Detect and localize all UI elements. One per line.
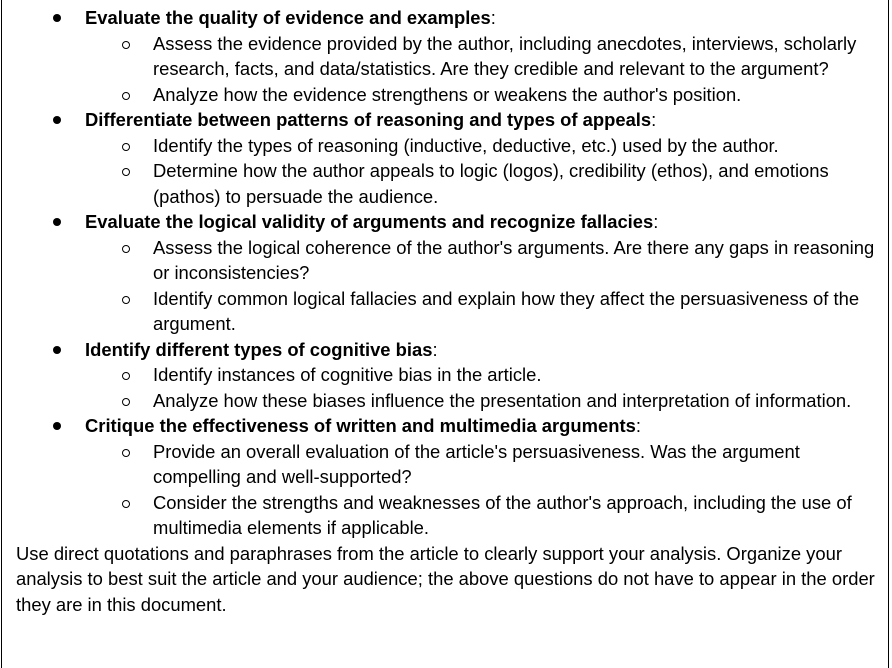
sub-list	[85, 362, 886, 413]
sub-item-text: Consider the strengths and weaknesses of the author's approach, including the use of multimedia elements if applicable.	[153, 491, 852, 538]
circle-bullet-icon	[122, 449, 130, 457]
criteria-item-evidence	[16, 5, 886, 107]
criteria-heading: Evaluate the quality of evidence and examples:	[85, 7, 496, 28]
sub-item-text: Provide an overall evaluation of the article's persuasiveness. Was the argument compelling and well-supported?	[153, 440, 800, 487]
circle-bullet-icon	[122, 398, 130, 406]
bullet-icon	[53, 14, 61, 22]
criteria-heading: Critique the effectiveness of written and multimedia arguments:	[85, 415, 641, 436]
sub-item	[85, 158, 886, 209]
sub-item-text: Assess the logical coherence of the author's arguments. Are there any gaps in reasoning or inconsistencies?	[153, 236, 875, 283]
circle-bullet-icon	[122, 372, 130, 380]
sub-item	[85, 439, 886, 490]
criteria-heading: Identify different types of cognitive bias:	[85, 338, 438, 360]
criteria-heading: Differentiate between patterns of reasoning and types of appeals:	[85, 109, 657, 130]
sub-list	[85, 133, 886, 210]
circle-bullet-icon	[122, 41, 130, 49]
sub-item-text: Analyze how the evidence strengthens or weakens the author's position.	[153, 83, 742, 105]
sub-list	[85, 31, 886, 108]
document-frame	[1, 0, 889, 668]
criteria-item-bias	[16, 337, 886, 414]
sub-list	[85, 439, 886, 541]
sub-item	[85, 490, 886, 541]
sub-item	[85, 388, 886, 414]
sub-item-text: Identify common logical fallacies and explain how they affect the persuasiveness of the argument.	[153, 287, 860, 334]
sub-list	[85, 235, 886, 337]
sub-item	[85, 235, 886, 286]
circle-bullet-icon	[122, 92, 130, 100]
criteria-heading: Evaluate the logical validity of arguments and recognize fallacies:	[85, 211, 659, 232]
sub-item	[85, 31, 886, 82]
sub-item	[85, 82, 886, 108]
sub-item-text: Identify the types of reasoning (inductive, deductive, etc.) used by the author.	[153, 134, 779, 156]
circle-bullet-icon	[122, 143, 130, 151]
bullet-icon	[53, 422, 61, 430]
circle-bullet-icon	[122, 168, 130, 176]
bullet-icon	[53, 116, 61, 124]
circle-bullet-icon	[122, 500, 130, 508]
sub-item-text: Determine how the author appeals to logic (logos), credibility (ethos), and emotions (pathos) to persuade the audience.	[153, 160, 829, 207]
document-content	[16, 5, 886, 617]
closing-paragraph: Use direct quotations and paraphrases from the article to clearly support your analysis. Organize your analysis to best suit the article and your audience; the above questions do not have to appear in the order they are in this document.	[16, 542, 875, 615]
circle-bullet-icon	[122, 245, 130, 253]
criteria-list	[16, 5, 886, 541]
criteria-item-critique	[16, 413, 886, 541]
sub-item	[85, 362, 886, 388]
criteria-item-reasoning	[16, 107, 886, 209]
bullet-icon	[53, 218, 61, 226]
circle-bullet-icon	[122, 296, 130, 304]
sub-item	[85, 133, 886, 159]
sub-item-text: Identify instances of cognitive bias in the article.	[153, 364, 542, 385]
sub-item	[85, 286, 886, 337]
criteria-item-logic	[16, 209, 886, 337]
sub-item-text: Assess the evidence provided by the author, including anecdotes, interviews, scholarly research, facts, and data/statistics. Are they credible and relevant to the argument?	[153, 32, 857, 79]
bullet-icon	[53, 346, 61, 354]
sub-item-text: Analyze how these biases influence the presentation and interpretation of information.	[153, 389, 852, 411]
